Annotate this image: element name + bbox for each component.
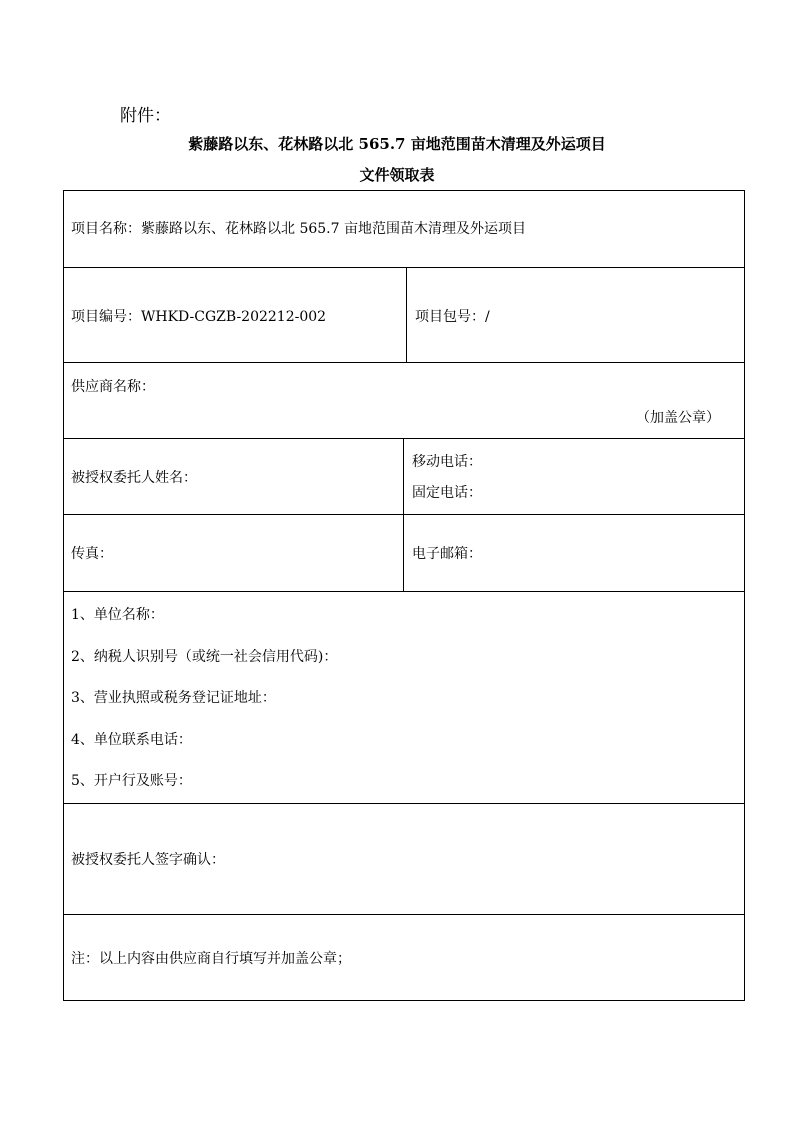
signature-confirm-field[interactable]: 被授权委托人签字确认：	[71, 852, 225, 868]
list-item-business-address[interactable]: 3、营业执照或税务登记证地址：	[71, 690, 276, 706]
document-subtitle: 文件领取表	[359, 166, 435, 184]
attachment-label: 附件：	[120, 106, 171, 126]
document-receipt-form	[63, 190, 745, 1001]
package-number-field: 项目包号：/	[415, 309, 490, 325]
email-field[interactable]: 电子邮箱：	[412, 546, 482, 562]
project-name-field: 项目名称：紫藤路以东、花林路以北 565.7 亩地范围苗木清理及外运项目	[71, 221, 526, 237]
seal-note: （加盖公章）	[636, 410, 720, 426]
row-divider	[64, 803, 744, 804]
supplier-name-field[interactable]: 供应商名称：	[71, 379, 155, 395]
row-divider	[64, 514, 744, 515]
column-divider	[406, 267, 407, 362]
column-divider	[403, 438, 404, 591]
landline-phone-field[interactable]: 固定电话：	[412, 485, 482, 501]
mobile-phone-field[interactable]: 移动电话：	[412, 454, 482, 470]
list-item-company-phone[interactable]: 4、单位联系电话：	[71, 732, 192, 748]
row-divider	[64, 267, 744, 268]
project-number-field: 项目编号：WHKD-CGZB-202212-002	[71, 309, 327, 325]
form-note: 注：以上内容由供应商自行填写并加盖公章；	[71, 951, 351, 967]
authorized-person-name-field[interactable]: 被授权委托人姓名：	[71, 470, 197, 486]
document-title: 紫藤路以东、花林路以北 565.7 亩地范围苗木清理及外运项目	[188, 135, 606, 153]
row-divider	[64, 438, 744, 439]
list-item-tax-id[interactable]: 2、纳税人识别号（或统一社会信用代码)：	[71, 649, 338, 665]
list-item-company-name[interactable]: 1、单位名称：	[71, 607, 164, 623]
row-divider	[64, 914, 744, 915]
row-divider	[64, 591, 744, 592]
list-item-bank-account[interactable]: 5、开户行及账号：	[71, 773, 192, 789]
fax-field[interactable]: 传真：	[71, 546, 113, 562]
row-divider	[64, 362, 744, 363]
